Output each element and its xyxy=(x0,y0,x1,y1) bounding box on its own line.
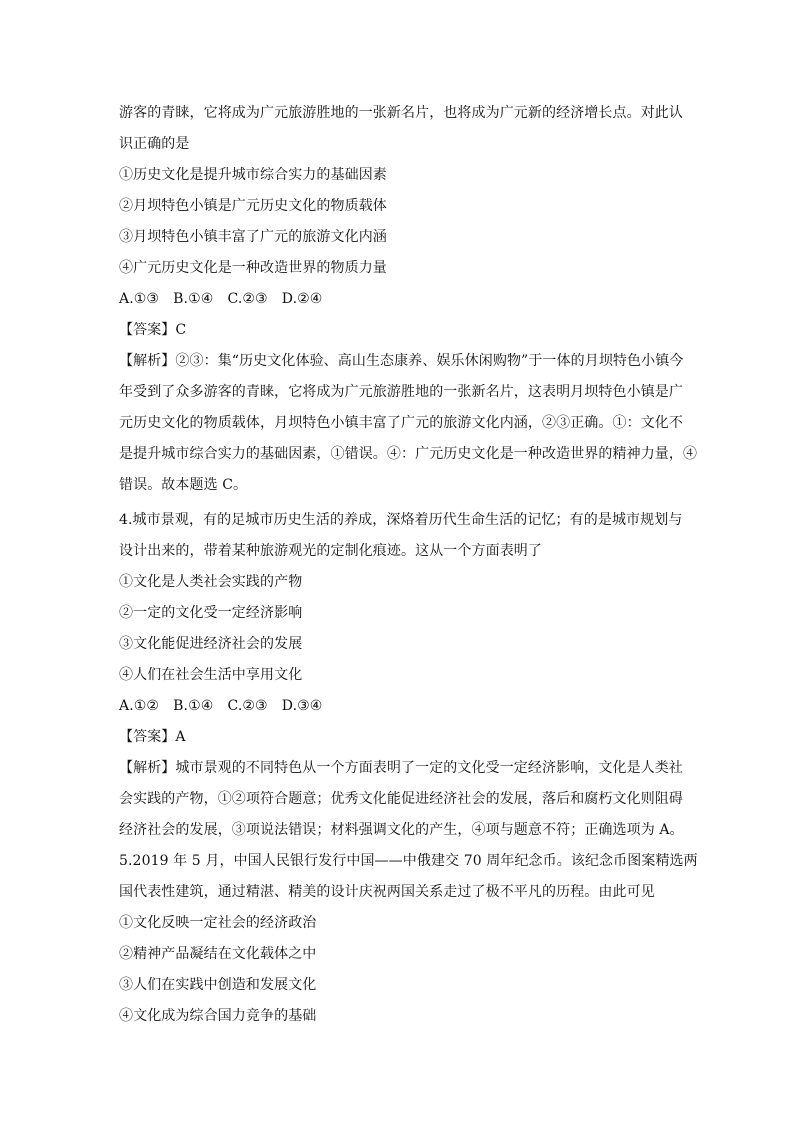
q4-analysis-line-3: 经济社会的发展，③项说法错误；材料强调文化的产生，④项与题意不符；正确选项为 A。 xyxy=(119,822,684,838)
q5-option-1: ①文化反映一定社会的经济政治 xyxy=(119,915,317,931)
q4-choices: A.①② B.①④ C.②③ D.③④ xyxy=(119,698,323,714)
q4-stem-line-2: 设计出来的，带着某种旅游观光的定制化痕迹。这从一个方面表明了 xyxy=(119,543,542,559)
q3-analysis-line-3: 元历史文化的物质载体，月坝特色小镇丰富了广元的旅游文化内涵，②③正确。①：文化不 xyxy=(119,415,683,431)
analysis-tag: 【解析】 xyxy=(119,353,176,369)
analysis-tag: 【解析】 xyxy=(119,760,176,776)
q4-stem-line-1: 4.城市景观，有的足城市历史生活的养成，深烙着历代生命生活的记忆；有的是城市规划与 xyxy=(119,512,683,528)
answer-tag: 【答案】 xyxy=(119,729,176,745)
q3-stem-line-1: 游客的青睐，它将成为广元旅游胜地的一张新名片，也将成为广元新的经济增长点。对此认 xyxy=(119,105,683,121)
q3-stem-line-2: 识正确的是 xyxy=(119,136,190,152)
q3-answer-line xyxy=(119,321,679,339)
q4-option-4: ④人们在社会生活中享用文化 xyxy=(119,667,303,683)
q3-answer: C xyxy=(175,322,187,338)
q3-analysis-text-1: ②③：集“历史文化体验、高山生态康养、娱乐休闲购物”于一体的月坝特色小镇今 xyxy=(175,353,684,369)
q4-option-1: ①文化是人类社会实践的产物 xyxy=(119,574,303,590)
q3-choices: A.①③ B.①④ C.②③ D.②④ xyxy=(119,291,323,307)
answer-tag: 【答案】 xyxy=(119,322,176,338)
q3-analysis-line-4: 是提升城市综合实力的基础因素，①错误。④：广元历史文化是一种改造世界的精神力量，④ xyxy=(119,446,698,462)
q3-option-2: ②月坝特色小镇是广元历史文化的物质载体 xyxy=(119,198,387,214)
q4-analysis-line-1 xyxy=(119,759,684,777)
q4-analysis-text-1: 城市景观的不同特色从一个方面表明了一定的文化受一定经济影响，文化是人类社 xyxy=(175,760,684,776)
q5-option-4: ④文化成为综合国力竞争的基础 xyxy=(119,1008,317,1024)
q5-option-2: ②精神产品凝结在文化载体之中 xyxy=(119,946,317,962)
q4-answer-line xyxy=(119,728,679,746)
q5-option-3: ③人们在实践中创造和发展文化 xyxy=(119,977,317,993)
q3-analysis-line-5: 错误。故本题选 C。 xyxy=(119,477,248,493)
q3-analysis-line-2: 年受到了众多游客的青睐，它将成为广元旅游胜地的一张新名片，这表明月坝特色小镇是广 xyxy=(119,384,683,400)
q4-answer: A xyxy=(175,729,186,745)
q5-stem-line-2: 国代表性建筑，通过精湛、精美的设计庆祝两国关系走过了极不平凡的历程。由此可见 xyxy=(119,884,655,900)
q4-option-2: ②一定的文化受一定经济影响 xyxy=(119,605,303,621)
q3-option-4: ④广元历史文化是一种改造世界的物质力量 xyxy=(119,260,387,276)
q5-stem-line-1: 5.2019 年 5 月，中国人民银行发行中国——中俄建交 70 周年纪念币。该纪念币图案精选两 xyxy=(119,853,698,869)
q4-option-3: ③文化能促进经济社会的发展 xyxy=(119,636,303,652)
q3-analysis-line-1 xyxy=(119,352,684,370)
q3-option-1: ①历史文化是提升城市综合实力的基础因素 xyxy=(119,167,387,183)
q3-option-3: ③月坝特色小镇丰富了广元的旅游文化内涵 xyxy=(119,229,387,245)
q4-analysis-line-2: 会实践的产物，①②项符合题意；优秀文化能促进经济社会的发展，落后和腐朽文化则阻碍 xyxy=(119,791,683,807)
